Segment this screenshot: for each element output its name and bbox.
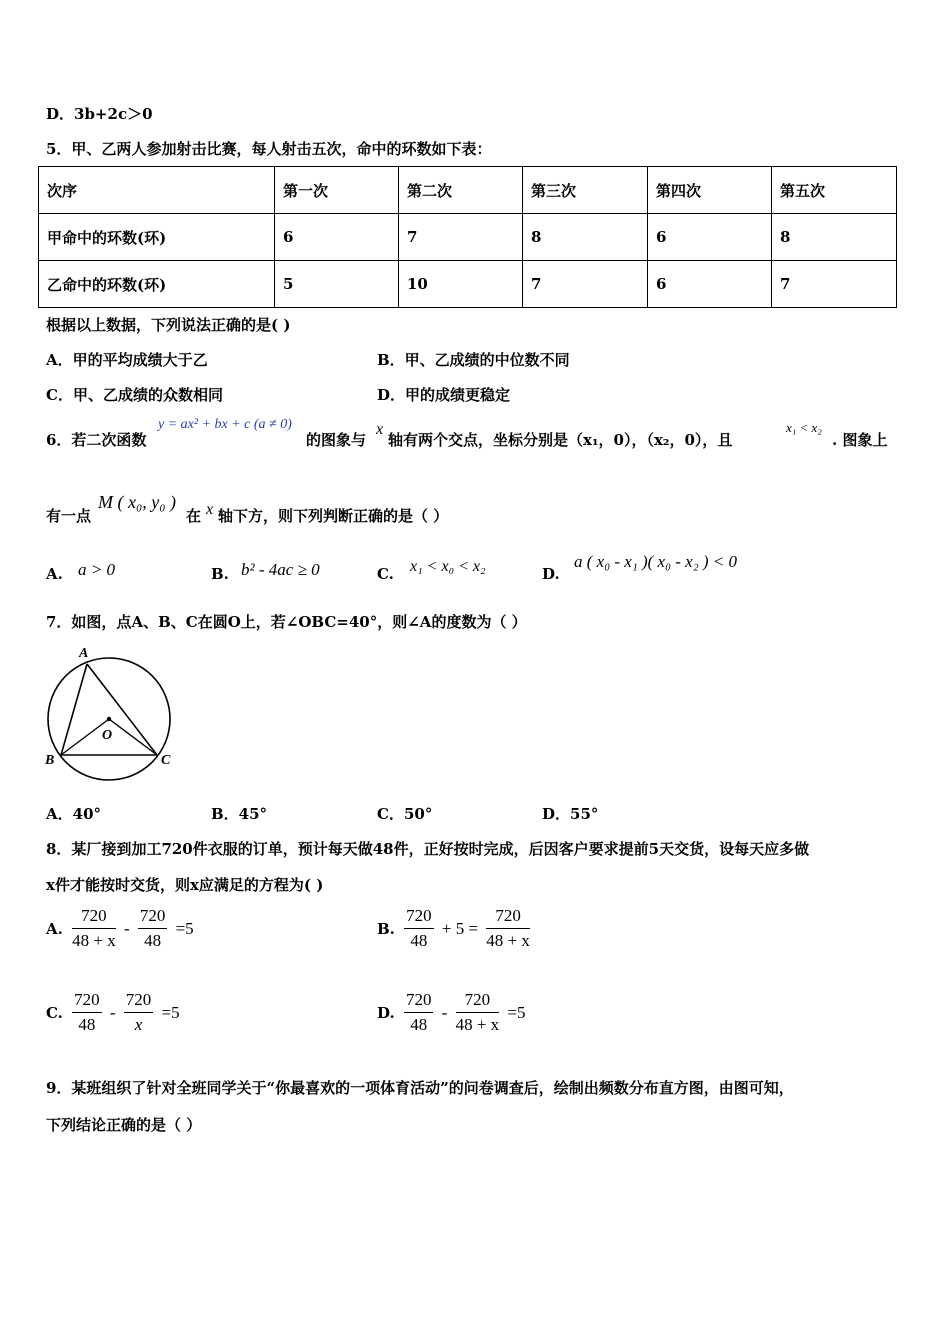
table-header-cell: 第二次	[399, 167, 523, 214]
q7-option-c: C．50°	[377, 805, 433, 823]
table-header-cell: 第一次	[275, 167, 399, 214]
q6-label-d: D.	[542, 565, 560, 583]
q5-prompt: 根据以上数据，下列说法正确的是( )	[46, 316, 291, 334]
q6-part3: 轴有两个交点，坐标分别是（x₁，0），（x₂，0），且	[388, 431, 733, 449]
q6-part2: 的图象与	[306, 431, 367, 449]
q8-option-b: B. $\frac{720}{48}$ + 5 = $\frac{720}{48 + x}$	[377, 906, 530, 950]
prev-option-d: D．3b+2c＞0	[46, 105, 153, 123]
option-label: B.	[377, 919, 395, 938]
table-cell: 8	[523, 214, 648, 261]
option-label: A.	[46, 919, 63, 938]
table-cell: 乙命中的环数(环)	[39, 261, 275, 308]
table-header-cell: 次序	[39, 167, 275, 214]
table-cell: 10	[399, 261, 523, 308]
q5-option-c: C．甲、乙成绩的众数相同	[46, 386, 223, 404]
table-header-cell: 第三次	[523, 167, 648, 214]
q8-option-d: D. $\frac{720}{48}$ - $\frac{720}{48 + x}$ =5	[377, 990, 526, 1034]
table-cell: 6	[648, 214, 772, 261]
q6-part1: 6．若二次函数	[46, 431, 147, 449]
table-cell: 5	[275, 261, 399, 308]
fraction: $\frac{720}{48}$	[405, 990, 432, 1034]
table-header-cell: 第四次	[648, 167, 772, 214]
fraction: $\frac{720}{48 + x}$	[72, 906, 116, 950]
q7-option-b: B．45°	[211, 805, 268, 823]
label-b: B	[45, 753, 55, 768]
label-c: C	[161, 753, 171, 768]
fraction: $\frac{720}{48}$	[74, 990, 100, 1034]
q5-option-d: D．甲的成绩更稳定	[377, 386, 511, 404]
q6-x-var: x	[376, 421, 384, 438]
table-cell: 6	[648, 261, 772, 308]
table-cell: 7	[523, 261, 648, 308]
table-cell: 甲命中的环数(环)	[39, 214, 275, 261]
fraction: $\frac{720}{48 + x}$	[486, 906, 530, 950]
q6-x-var-2: x	[206, 501, 214, 518]
q6-label-c: C.	[377, 565, 394, 583]
q6-condition: x₁ < x₂	[786, 420, 822, 435]
fraction: $\frac{720}{48 + x}$	[455, 990, 500, 1034]
q6-option-b-math: b² - 4ac ≥ 0	[241, 560, 320, 579]
label-a: A	[79, 646, 89, 661]
q5-option-a: A．甲的平均成绩大于乙	[46, 351, 208, 369]
q6-line2-a: 有一点	[46, 507, 92, 525]
fraction: $\frac{720}{x}$	[125, 990, 152, 1034]
fraction: $\frac{720}{48}$	[406, 906, 432, 950]
option-label: C.	[46, 1003, 63, 1022]
table-row	[39, 261, 897, 308]
table-cell: 6	[275, 214, 399, 261]
q7-stem: 7．如图，点A、B、C在圆O上，若∠OBC=40°，则∠A的度数为（ ）	[46, 613, 527, 631]
option-label: D.	[377, 1003, 395, 1022]
q6-function: y = ax² + bx + c (a ≠ 0)	[158, 417, 292, 432]
q7-option-a: A．40°	[46, 805, 102, 823]
q9-stem-line2: 下列结论正确的是（ ）	[46, 1116, 202, 1134]
table-cell: 8	[772, 214, 897, 261]
q6-option-d-math: a ( x₀ - x₁ )( x₀ - x₂ ) < 0	[574, 552, 738, 571]
q6-line2-c: 轴下方，则下列判断正确的是（ ）	[218, 507, 449, 525]
q5-option-b: B．甲、乙成绩的中位数不同	[377, 351, 570, 369]
q8-stem-line1: 8．某厂接到加工720件衣服的订单，预计每天做48件，正好按时完成，后因客户要求提前5天交货，设每天应多做	[46, 840, 810, 858]
q6-label-a: A.	[46, 565, 63, 583]
table-row	[39, 214, 897, 261]
q8-stem-line2: x件才能按时交货，则x应满足的方程为( )	[46, 876, 324, 894]
q6-option-a-math: a > 0	[78, 560, 115, 579]
q8-option-c: C. $\frac{720}{48}$ - $\frac{720}{x}$ =5	[46, 990, 180, 1034]
q6-point: M ( x₀, y₀ )	[98, 492, 176, 512]
q8-option-a: A. $\frac{720}{48 + x}$ - $\frac{720}{48}$ =5	[46, 906, 194, 950]
q6-option-c-math: x₁ < x₀ < x₂	[410, 558, 486, 575]
q9-stem-line1: 9．某班组织了针对全班同学关于“你最喜欢的一项体育活动”的问卷调查后，绘制出频数分布直方图，由图可知，	[46, 1079, 794, 1097]
q6-label-b: B.	[211, 565, 229, 583]
q5-score-table	[38, 166, 897, 308]
fraction: $\frac{720}{48}$	[139, 906, 166, 950]
label-o: O	[102, 728, 113, 743]
center-point	[107, 717, 111, 721]
table-cell: 7	[399, 214, 523, 261]
q7-circle-figure	[44, 642, 178, 782]
table-cell: 7	[772, 261, 897, 308]
q6-part4: . 图象上	[832, 431, 888, 449]
q7-option-d: D．55°	[542, 805, 599, 823]
table-header-row	[39, 167, 897, 214]
table-header-cell: 第五次	[772, 167, 897, 214]
q6-line2-b: 在	[186, 507, 202, 525]
q5-stem: 5．甲、乙两人参加射击比赛，每人射击五次，命中的环数如下表：	[46, 140, 492, 158]
